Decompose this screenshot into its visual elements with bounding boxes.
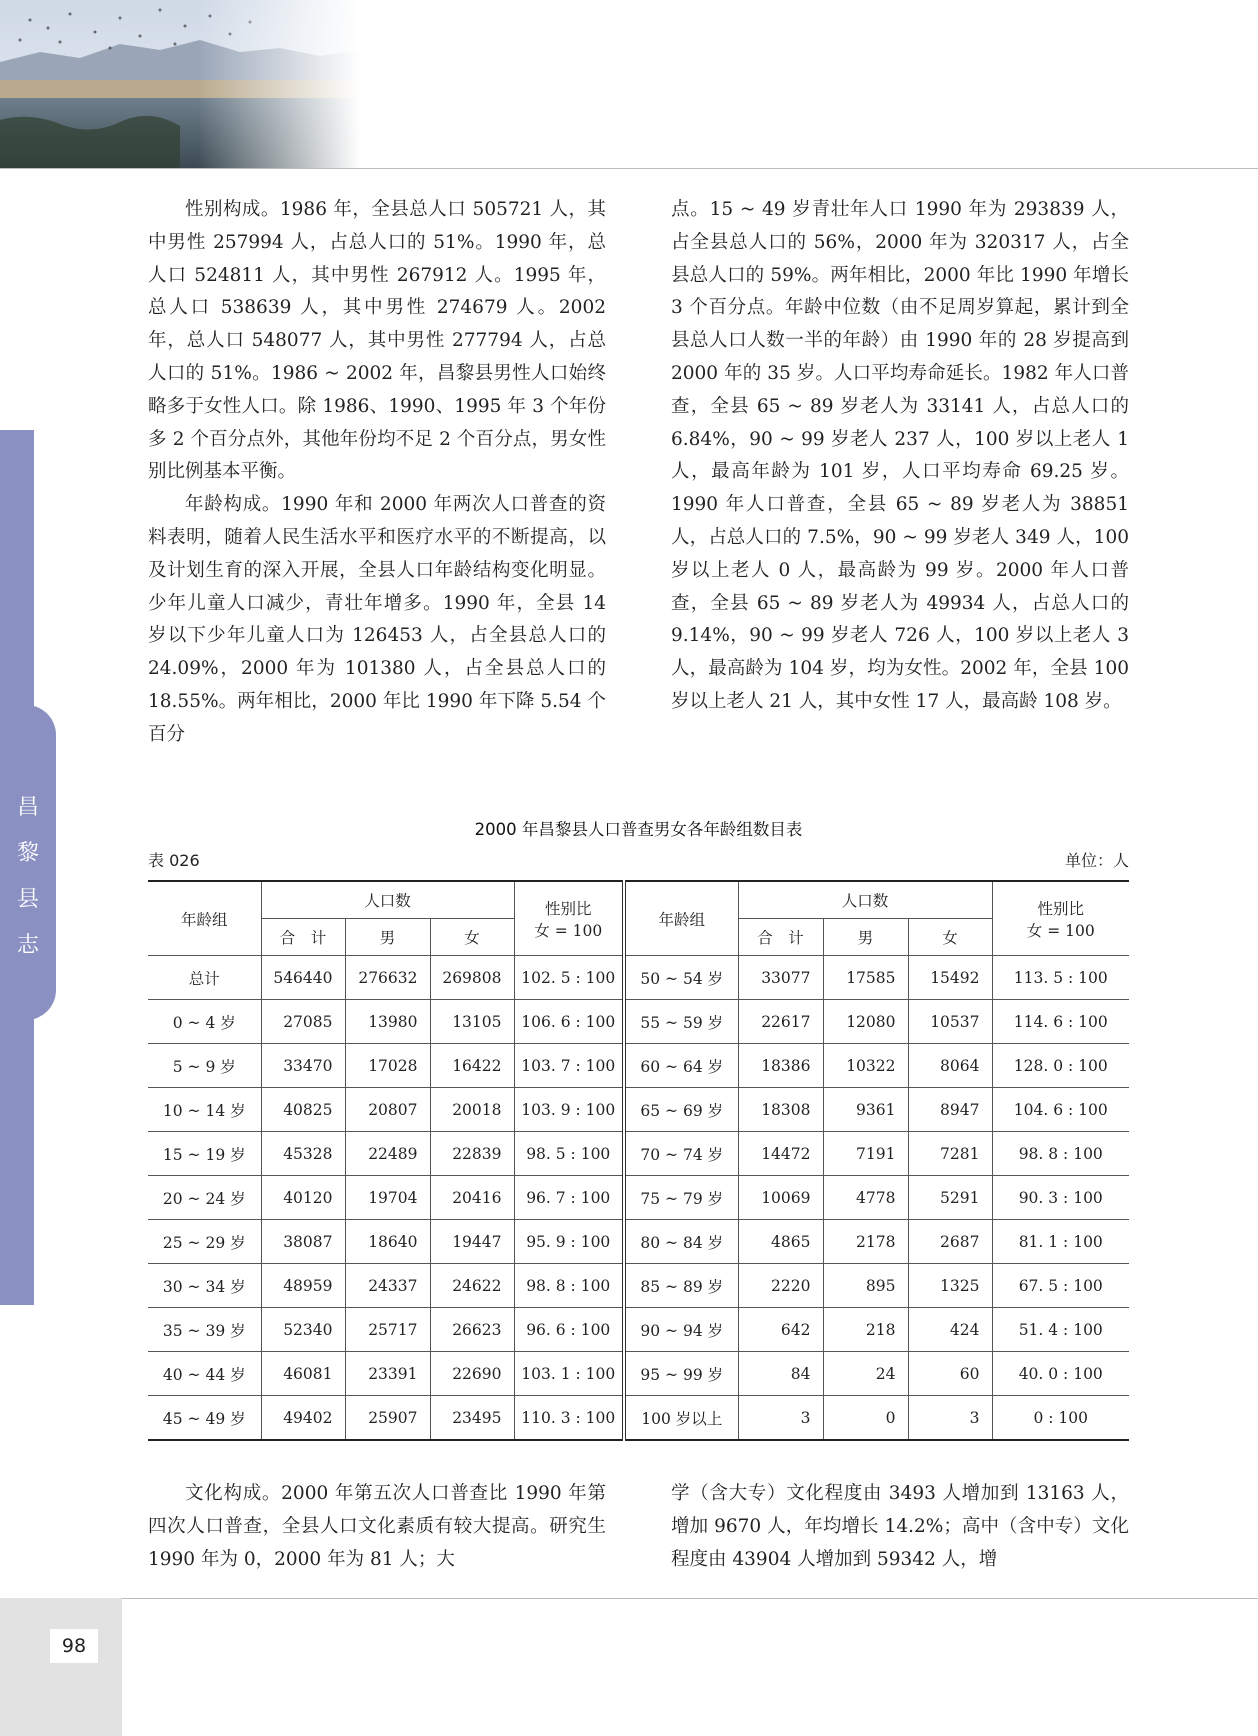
male-cell: 24337 <box>345 1264 430 1308</box>
total-cell: 546440 <box>261 956 345 1000</box>
male-cell: 23391 <box>345 1352 430 1396</box>
sex-ratio-cell: 103. 1 : 100 <box>514 1352 624 1396</box>
table-row <box>148 956 1129 1000</box>
side-tab-char: 黎 <box>16 841 39 866</box>
female-cell: 15492 <box>908 956 992 1000</box>
table-body <box>148 956 1129 1441</box>
header-total: 合 计 <box>738 919 823 956</box>
age-group-cell: 35 ~ 39 岁 <box>148 1308 261 1352</box>
header-sex-ratio-line1: 性别比 <box>1037 899 1084 918</box>
female-cell: 10537 <box>908 1000 992 1044</box>
table-row <box>148 1000 1129 1044</box>
age-group-cell: 50 ~ 54 岁 <box>624 956 738 1000</box>
footer-grey-block <box>0 1598 122 1736</box>
age-group-cell: 60 ~ 64 岁 <box>624 1044 738 1088</box>
total-cell: 33470 <box>261 1044 345 1088</box>
header-divider <box>0 168 1258 169</box>
age-group-cell: 85 ~ 89 岁 <box>624 1264 738 1308</box>
total-cell: 84 <box>738 1352 823 1396</box>
male-cell: 25907 <box>345 1396 430 1441</box>
side-tab-char: 志 <box>16 933 39 958</box>
total-cell: 46081 <box>261 1352 345 1396</box>
header-total: 合 计 <box>261 919 345 956</box>
male-cell: 13980 <box>345 1000 430 1044</box>
total-cell: 27085 <box>261 1000 345 1044</box>
total-cell: 52340 <box>261 1308 345 1352</box>
total-cell: 4865 <box>738 1220 823 1264</box>
female-cell: 1325 <box>908 1264 992 1308</box>
table-row <box>148 1132 1129 1176</box>
sex-ratio-cell: 67. 5 : 100 <box>992 1264 1129 1308</box>
age-group-cell: 10 ~ 14 岁 <box>148 1088 261 1132</box>
male-cell: 10322 <box>823 1044 908 1088</box>
age-group-cell: 75 ~ 79 岁 <box>624 1176 738 1220</box>
female-cell: 20018 <box>430 1088 514 1132</box>
total-cell: 18386 <box>738 1044 823 1088</box>
side-tab <box>0 705 56 1020</box>
female-cell: 22690 <box>430 1352 514 1396</box>
age-group-cell: 25 ~ 29 岁 <box>148 1220 261 1264</box>
census-age-sex-table <box>148 880 1129 1441</box>
total-cell: 2220 <box>738 1264 823 1308</box>
sex-ratio-cell: 103. 7 : 100 <box>514 1044 624 1088</box>
male-cell: 18640 <box>345 1220 430 1264</box>
total-cell: 642 <box>738 1308 823 1352</box>
header-population: 人口数 <box>738 881 992 919</box>
male-cell: 218 <box>823 1308 908 1352</box>
side-tab-char: 昌 <box>16 795 39 820</box>
female-cell: 23495 <box>430 1396 514 1441</box>
female-cell: 7281 <box>908 1132 992 1176</box>
male-cell: 12080 <box>823 1000 908 1044</box>
total-cell: 18308 <box>738 1088 823 1132</box>
header-sex-ratio-line1: 性别比 <box>544 899 592 918</box>
female-cell: 2687 <box>908 1220 992 1264</box>
age-group-cell: 65 ~ 69 岁 <box>624 1088 738 1132</box>
body-column-left-bottom <box>148 1478 606 1576</box>
total-cell: 33077 <box>738 956 823 1000</box>
male-cell: 17585 <box>823 956 908 1000</box>
sex-ratio-cell: 96. 7 : 100 <box>514 1176 624 1220</box>
male-cell: 0 <box>823 1396 908 1441</box>
header-population: 人口数 <box>261 881 514 919</box>
sex-ratio-cell: 81. 1 : 100 <box>992 1220 1129 1264</box>
sex-ratio-cell: 98. 8 : 100 <box>514 1264 624 1308</box>
sex-ratio-cell: 96. 6 : 100 <box>514 1308 624 1352</box>
total-cell: 49402 <box>261 1396 345 1441</box>
total-cell: 48959 <box>261 1264 345 1308</box>
total-cell: 40825 <box>261 1088 345 1132</box>
female-cell: 19447 <box>430 1220 514 1264</box>
table-unit: 单位：人 <box>1064 851 1129 870</box>
male-cell: 9361 <box>823 1088 908 1132</box>
paragraph-education-composition: 文化构成。2000 年第五次人口普查比 1990 年第四次人口普查，全县人口文化素质有较大提高。研究生 1990 年为 0，2000 年为 81 人；大 <box>148 1483 606 1570</box>
age-group-cell: 80 ~ 84 岁 <box>624 1220 738 1264</box>
header-age-group: 年龄组 <box>624 881 738 956</box>
sex-ratio-cell: 0 : 100 <box>992 1396 1129 1441</box>
male-cell: 22489 <box>345 1132 430 1176</box>
sex-ratio-cell: 110. 3 : 100 <box>514 1396 624 1441</box>
age-group-cell: 30 ~ 34 岁 <box>148 1264 261 1308</box>
female-cell: 5291 <box>908 1176 992 1220</box>
header-sex-ratio-line2: 女 = 100 <box>1026 921 1095 940</box>
age-group-cell: 20 ~ 24 岁 <box>148 1176 261 1220</box>
sex-ratio-cell: 114. 6 : 100 <box>992 1000 1129 1044</box>
table-row <box>148 1044 1129 1088</box>
header-sex-ratio <box>514 881 624 956</box>
table-number: 表 026 <box>148 851 200 870</box>
female-cell: 269808 <box>430 956 514 1000</box>
sex-ratio-cell: 95. 9 : 100 <box>514 1220 624 1264</box>
male-cell: 20807 <box>345 1088 430 1132</box>
male-cell: 4778 <box>823 1176 908 1220</box>
age-group-cell: 45 ~ 49 岁 <box>148 1396 261 1441</box>
male-cell: 2178 <box>823 1220 908 1264</box>
female-cell: 22839 <box>430 1132 514 1176</box>
footer-divider <box>122 1598 1258 1599</box>
female-cell: 16422 <box>430 1044 514 1088</box>
total-cell: 3 <box>738 1396 823 1441</box>
sex-ratio-cell: 104. 6 : 100 <box>992 1088 1129 1132</box>
header-sex-ratio <box>992 881 1129 956</box>
age-group-cell: 5 ~ 9 岁 <box>148 1044 261 1088</box>
table-title: 2000 年昌黎县人口普查男女各年龄组数目表 <box>474 820 803 839</box>
side-tab-char: 县 <box>16 887 39 912</box>
table-row <box>148 1264 1129 1308</box>
male-cell: 7191 <box>823 1132 908 1176</box>
table-row <box>148 1352 1129 1396</box>
male-cell: 24 <box>823 1352 908 1396</box>
sex-ratio-cell: 98. 5 : 100 <box>514 1132 624 1176</box>
age-group-cell: 100 岁以上 <box>624 1396 738 1441</box>
female-cell: 26623 <box>430 1308 514 1352</box>
female-cell: 13105 <box>430 1000 514 1044</box>
header-age-group: 年龄组 <box>148 881 261 956</box>
table-row <box>148 1396 1129 1441</box>
total-cell: 40120 <box>261 1176 345 1220</box>
male-cell: 19704 <box>345 1176 430 1220</box>
paragraph-age-composition: 年龄构成。1990 年和 2000 年两次人口普查的资料表明，随着人民生活水平和医疗水平的不断提高，以及计划生育的深入开展，全县人口年龄结构变化明显。少年儿童人口减少，青壮年增多。1990 年，全县 14 岁以下少年儿童人口为 126453 人，占全县总人口的 24.09%，2000 年为 101380 人，占全县总人口的 18.55%。两年相比，2000 年比 1990 年下降 5.54 个百分 <box>148 494 606 745</box>
female-cell: 3 <box>908 1396 992 1441</box>
body-column-left <box>148 194 606 752</box>
table-row <box>148 1088 1129 1132</box>
total-cell: 22617 <box>738 1000 823 1044</box>
header-female: 女 <box>430 919 514 956</box>
table-row <box>148 1308 1129 1352</box>
sex-ratio-cell: 90. 3 : 100 <box>992 1176 1129 1220</box>
sex-ratio-cell: 106. 6 : 100 <box>514 1000 624 1044</box>
sex-ratio-cell: 103. 9 : 100 <box>514 1088 624 1132</box>
body-column-right <box>671 194 1129 719</box>
header-sex-ratio-line2: 女 = 100 <box>534 921 603 940</box>
male-cell: 276632 <box>345 956 430 1000</box>
age-group-cell: 40 ~ 44 岁 <box>148 1352 261 1396</box>
female-cell: 24622 <box>430 1264 514 1308</box>
table-row <box>148 1176 1129 1220</box>
total-cell: 38087 <box>261 1220 345 1264</box>
paragraph-education-composition-cont: 学（含大专）文化程度由 3493 人增加到 13163 人，增加 9670 人，年均增长 14.2%；高中（含中专）文化程度由 43904 人增加到 59342 人，增 <box>671 1483 1129 1570</box>
total-cell: 14472 <box>738 1132 823 1176</box>
age-group-cell: 0 ~ 4 岁 <box>148 1000 261 1044</box>
sex-ratio-cell: 128. 0 : 100 <box>992 1044 1129 1088</box>
age-group-cell: 15 ~ 19 岁 <box>148 1132 261 1176</box>
sex-ratio-cell: 40. 0 : 100 <box>992 1352 1129 1396</box>
age-group-cell: 90 ~ 94 岁 <box>624 1308 738 1352</box>
male-cell: 895 <box>823 1264 908 1308</box>
sex-ratio-cell: 51. 4 : 100 <box>992 1308 1129 1352</box>
sex-ratio-cell: 102. 5 : 100 <box>514 956 624 1000</box>
age-group-cell: 70 ~ 74 岁 <box>624 1132 738 1176</box>
paragraph-sex-composition: 性别构成。1986 年，全县总人口 505721 人，其中男性 257994 人，占总人口的 51%。1990 年，总人口 524811 人，其中男性 267912 人。1995 年，总人口 538639 人，其中男性 274679 人。2002 年，总人口 548077 人，其中男性 277794 人，占总人口的 51%。1986 ~ 2002 年，昌黎县男性人口始终略多于女性人口。除 1986、1990、1995 年 3 个年份多 2 个百分点外，其他年份均不足 2 个百分点，男女性别比例基本平衡。 <box>148 199 606 483</box>
age-group-cell: 55 ~ 59 岁 <box>624 1000 738 1044</box>
body-column-right-bottom <box>671 1478 1129 1576</box>
sex-ratio-cell: 98. 8 : 100 <box>992 1132 1129 1176</box>
male-cell: 25717 <box>345 1308 430 1352</box>
total-cell: 45328 <box>261 1132 345 1176</box>
sex-ratio-cell: 113. 5 : 100 <box>992 956 1129 1000</box>
total-cell: 10069 <box>738 1176 823 1220</box>
header-male: 男 <box>823 919 908 956</box>
header-landscape-photo <box>0 0 360 168</box>
female-cell: 20416 <box>430 1176 514 1220</box>
female-cell: 8064 <box>908 1044 992 1088</box>
table-row <box>148 1220 1129 1264</box>
female-cell: 8947 <box>908 1088 992 1132</box>
paragraph-age-composition-cont: 点。15 ~ 49 岁青壮年人口 1990 年为 293839 人，占全县总人口的 56%，2000 年为 320317 人，占全县总人口的 59%。两年相比，2000 年比 1990 年增长 3 个百分点。年龄中位数（由不足周岁算起，累计到全县总人口人数一半的年龄）由 1990 年的 28 岁提高到 2000 年的 35 岁。人口平均寿命延长。1982 年人口普查，全县 65 ~ 89 岁老人为 33141 人，占总人口的 6.84%，90 ~ 99 岁老人 237 人，100 岁以上老人 1 人，最高年龄为 101 岁，人口平均寿命 69.25 岁。1990 年人口普查，全县 65 ~ 89 岁老人为 38851 人，占总人口的 7.5%，90 ~ 99 岁老人 349 人，100 岁以上老人 0 人，最高龄为 99 岁。2000 年人口普查，全县 65 ~ 89 岁老人为 49934 人，占总人口的 9.14%，90 ~ 99 岁老人 726 人，100 岁以上老人 3 人，最高龄为 104 岁，均为女性。2002 年，全县 100 岁以上老人 21 人，其中女性 17 人，最高龄 108 岁。 <box>671 199 1129 712</box>
header-female: 女 <box>908 919 992 956</box>
age-group-cell: 95 ~ 99 岁 <box>624 1352 738 1396</box>
male-cell: 17028 <box>345 1044 430 1088</box>
header-male: 男 <box>345 919 430 956</box>
age-group-cell: 总计 <box>148 956 261 1000</box>
female-cell: 60 <box>908 1352 992 1396</box>
female-cell: 424 <box>908 1308 992 1352</box>
page-number: 98 <box>50 1629 98 1663</box>
